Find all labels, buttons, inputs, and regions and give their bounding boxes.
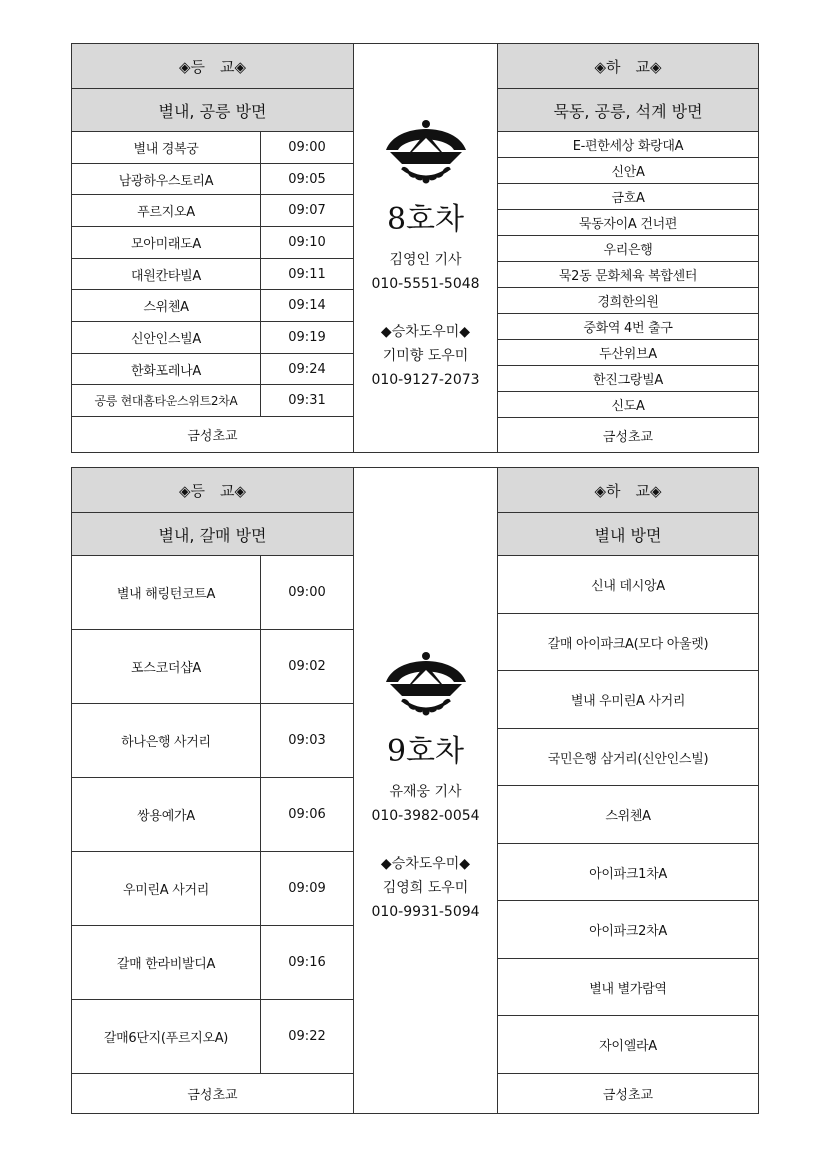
list-item: 경희한의원 [498, 288, 758, 314]
table-row [72, 290, 353, 322]
table-row [72, 195, 353, 227]
driver-name: 유재웅 기사 [389, 784, 462, 800]
list-item: 아이파크1차A [498, 844, 758, 901]
driver-name: 김영인 기사 [389, 252, 462, 268]
destination-school: 금성초교 [602, 1088, 654, 1103]
stop-name: 갈매 한라비발디A [72, 926, 261, 999]
stop-time: 09:22 [288, 1029, 326, 1044]
stop-time: 09:02 [288, 659, 326, 674]
stop-name: 포스코더샵A [72, 630, 261, 703]
stop-time: 09:07 [288, 203, 326, 218]
list-item: 신내 데시앙A [498, 556, 758, 614]
bus-schedule-panel-9 [71, 467, 759, 1114]
school-emblem-icon [380, 644, 472, 720]
table-row [72, 227, 353, 259]
list-item: 스위첸A [498, 786, 758, 844]
list-item: 아이파크2차A [498, 901, 758, 959]
table-row [72, 926, 353, 1000]
helper-phone: 010-9931-5094 [371, 904, 480, 920]
stop-time: 09:00 [288, 140, 326, 155]
stop-name: 우미린A 사거리 [72, 852, 261, 925]
bus-schedule-panel-8 [71, 43, 759, 453]
list-item: 묵2동 문화체육 복합센터 [498, 262, 758, 288]
stop-time: 09:31 [288, 393, 326, 408]
morning-header: ◈등 교◈ [72, 468, 353, 513]
table-row [72, 852, 353, 926]
stop-name: 한화포레나A [72, 354, 261, 384]
stop-time: 09:24 [288, 361, 326, 377]
table-row [72, 630, 353, 704]
table-row [72, 259, 353, 290]
afternoon-route-header: 묵동, 공릉, 석계 방면 [498, 89, 758, 132]
stop-name: 공릉 현대홈타운스위트2차A [72, 385, 261, 416]
morning-column [72, 44, 354, 452]
stop-name: 쌍용예가A [72, 778, 261, 851]
stop-time: 09:03 [288, 733, 326, 748]
list-item: 별내 별가람역 [498, 959, 758, 1016]
afternoon-column [498, 468, 758, 1113]
school-emblem-icon [380, 112, 472, 188]
afternoon-route-header: 별내 방면 [498, 513, 758, 556]
table-row [72, 1000, 353, 1074]
helper-title: ◆승차도우미◆ [380, 856, 471, 872]
bus-number: 9호차 [386, 734, 465, 769]
list-item: 두산위브A [498, 340, 758, 366]
destination-school: 금성초교 [602, 429, 654, 445]
stop-time: 09:11 [288, 266, 326, 282]
driver-phone: 010-3982-0054 [371, 808, 480, 824]
afternoon-header: ◈하 교◈ [498, 44, 758, 89]
stop-name: 별내 해링턴코트A [72, 556, 261, 629]
morning-route-header: 별내, 갈매 방면 [72, 513, 353, 556]
stop-time: 09:14 [288, 298, 326, 313]
list-item: 우리은행 [498, 236, 758, 262]
list-item: 한진그랑빌A [498, 366, 758, 392]
table-row [72, 132, 353, 164]
table-row [72, 322, 353, 354]
morning-route-header: 별내, 공릉 방면 [72, 89, 353, 132]
table-row [72, 556, 353, 630]
stop-name: 푸르지오A [72, 195, 261, 226]
list-item: 신도A [498, 392, 758, 418]
destination-school: 금성초교 [187, 1088, 238, 1103]
list-item: E-편한세상 화랑대A [498, 132, 758, 158]
stop-name: 대원칸타빌A [72, 259, 261, 289]
list-item: 묵동자이A 건너편 [498, 210, 758, 236]
list-item: 갈매 아이파크A(모다 아울렛) [498, 614, 758, 671]
stop-time: 09:00 [288, 585, 326, 600]
bus-number: 8호차 [386, 202, 465, 237]
morning-header: ◈등 교◈ [72, 44, 353, 89]
table-row [72, 778, 353, 852]
stop-time: 09:09 [288, 881, 326, 896]
afternoon-column [498, 44, 758, 452]
table-row [72, 164, 353, 195]
driver-phone: 010-5551-5048 [371, 276, 480, 292]
stop-name: 하나은행 사거리 [72, 704, 261, 777]
list-item: 금호A [498, 184, 758, 210]
stop-name: 신안인스빌A [72, 322, 261, 353]
bus-info-column [354, 468, 498, 1113]
bus-info-column [354, 44, 498, 452]
list-item: 자이엘라A [498, 1016, 758, 1074]
list-item: 국민은행 삼거리(신안인스빌) [498, 729, 758, 786]
stop-name: 모아미래도A [72, 227, 261, 258]
helper-name: 기미향 도우미 [382, 348, 469, 364]
destination-school: 금성초교 [187, 429, 238, 444]
helper-name: 김영희 도우미 [382, 880, 469, 896]
stop-name: 남광하우스토리A [72, 164, 261, 194]
stop-name: 스위첸A [72, 290, 261, 321]
stop-time: 09:19 [288, 330, 326, 345]
helper-phone: 010-9127-2073 [371, 372, 480, 388]
stop-time: 09:06 [288, 807, 326, 822]
helper-title: ◆승차도우미◆ [380, 324, 471, 340]
table-row [72, 385, 353, 417]
stop-time: 09:05 [288, 171, 326, 187]
list-item: 별내 우미린A 사거리 [498, 671, 758, 729]
list-item: 중화역 4번 출구 [498, 314, 758, 340]
afternoon-header: ◈하 교◈ [498, 468, 758, 513]
table-row [72, 354, 353, 385]
list-item: 신안A [498, 158, 758, 184]
stop-time: 09:10 [288, 235, 326, 250]
stop-name: 별내 경복궁 [72, 132, 261, 163]
stop-name: 갈매6단지(푸르지오A) [72, 1000, 261, 1073]
table-row [72, 704, 353, 778]
stop-time: 09:16 [288, 955, 326, 970]
morning-column [72, 468, 354, 1113]
